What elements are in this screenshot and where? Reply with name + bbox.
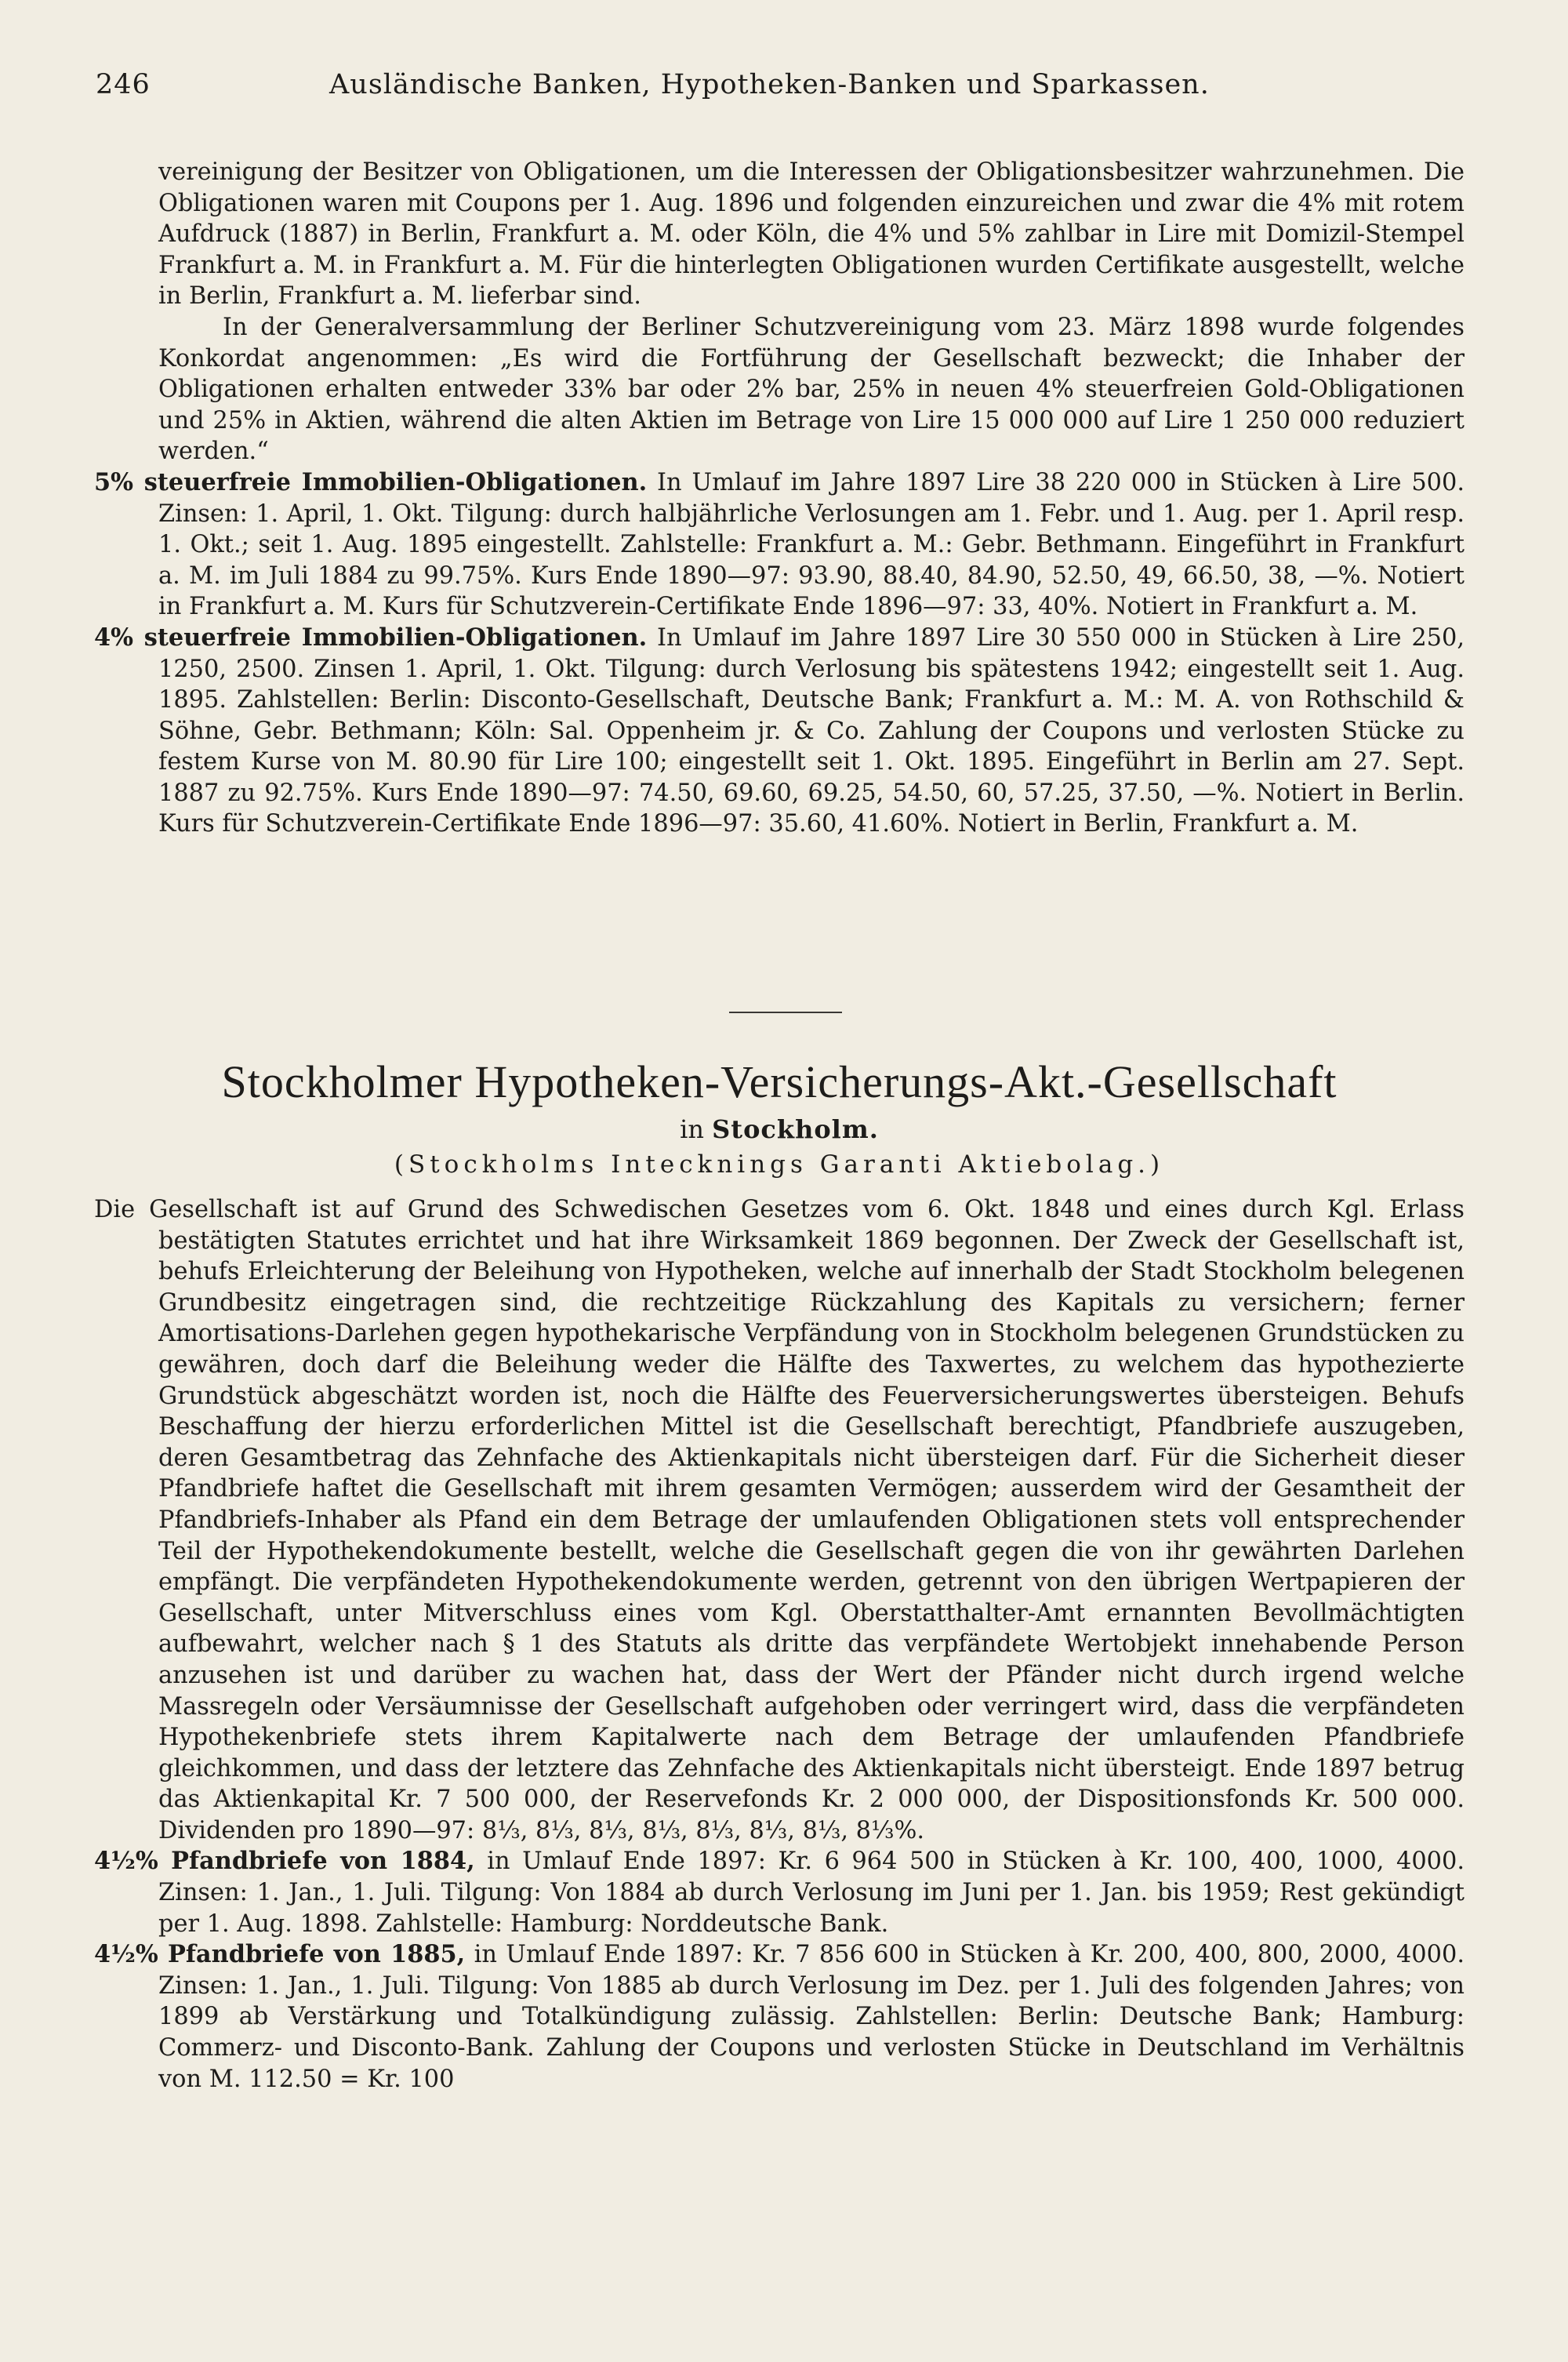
bond-entry: [94, 1939, 1465, 2095]
previous-company-continuation: [94, 157, 1465, 840]
bond-entry-text: In Umlauf im Jahre 1897 Lire 38 220 000 in Stücken à Lire 500. Zinsen: 1. April, 1. Okt. Tilgung: durch halbjährliche Verlosungen am 1. Febr. und 1. Aug. per 1. April resp. 1. Okt.; seit 1. Aug. 1895 eingestellt. Zahlstelle: Frankfurt a. M.: Gebr. Bethmann. Eingeführt in Frankfurt a. M. im Juli 1884 zu 99.75%. Kurs Ende 1890—97: 93.90, 88.40, 84.90, 52.50, 49, 66.50, 38, —%. Notiert in Frankfurt a. M. Kurs für Schutzverein-Certifikate Ende 1896—97: 33, 40%. Notiert in Frankfurt a. M.: [158, 468, 1465, 621]
bond-entry: [94, 1846, 1465, 1939]
bond-entry-text: In Umlauf im Jahre 1897 Lire 30 550 000 in Stücken à Lire 250, 1250, 2500. Zinsen 1. April, 1. Okt. Tilgung: durch Verlosung bis spätestens 1942; eingestellt seit 1. Aug. 1895. Zahlstellen: Berlin: Disconto-Gesellschaft, Deutsche Bank; Frankfurt a. M.: M. A. von Rothschild & Söhne, Gebr. Bethmann; Köln: Sal. Oppenheim jr. & Co. Zahlung der Coupons und verlosten Stücke zu festem Kurse von M. 80.90 für Lire 100; eingestellt seit 1. Okt. 1895. Eingeführt in Berlin am 27. Sept. 1887 zu 92.75%. Kurs Ende 1890—97: 74.50, 69.60, 69.25, 54.50, 60, 57.25, 37.50, —%. Notiert in Berlin. Kurs für Schutzverein-Certifikate Ende 1896—97: 35.60, 41.60%. Notiert in Berlin, Frankfurt a. M.: [158, 623, 1465, 838]
bond-entry: [94, 623, 1465, 840]
page-number: 246: [96, 69, 151, 100]
company-title: Stockholmer Hypotheken-Versicherungs-Akt.-Gesellschaft: [221, 1056, 1338, 1107]
section-divider: [729, 1012, 842, 1013]
company-section: [94, 1194, 1465, 2095]
bond-entry-text: in Umlauf Ende 1897: Kr. 6 964 500 in Stücken à Kr. 100, 400, 1000, 4000. Zinsen: 1. Jan., 1. Juli. Tilgung: Von 1884 ab durch Verlosung im Juni per 1. Jan. bis 1959; Rest gekündigt per 1. Aug. 1898. Zahlstelle: Hamburg: Norddeutsche Bank.: [158, 1848, 1465, 1938]
bond-entry-heading: 5% steuerfreie Immobilien-Obligationen.: [94, 467, 648, 496]
bond-entry-heading: 4% steuerfreie Immobilien-Obligationen.: [94, 623, 648, 652]
bond-entry: [94, 467, 1465, 623]
paragraph-konkordat: In der Generalversammlung der Berliner Schutzvereinigung vom 23. März 1898 wurde folgendes Konkordat angenommen: „Es wird die Fortführung der Gesellschaft bezweckt; die Inhaber der Obligationen erhalten entweder 33% bar oder 2% bar, 25% in neuen 4% steuerfreien Gold-Obligationen und 25% in Aktien, während die alten Aktien im Betrage von Lire 15 000 000 auf Lire 1 250 000 reduziert werden.“: [158, 313, 1465, 466]
bond-entry-heading: 4½% Pfandbriefe von 1884,: [94, 1847, 475, 1876]
company-description: Die Gesellschaft ist auf Grund des Schwedischen Gesetzes vom 6. Okt. 1848 und eines durch Kgl. Erlass bestätigten Statutes errichtet und hat ihre Wirksamkeit 1869 begonnen. Der Zweck der Gesellschaft ist, behufs Erleichterung der Beleihung von Hypotheken, welche auf innerhalb der Stadt Stockholm belegenen Grundbesitz eingetragen sind, die rechtzeitige Rückzahlung des Kapitals zu versichern; ferner Amortisations-Darlehen gegen hypothekarische Verpfändung von in Stockholm belegenen Grundstücken zu gewähren, doch darf die Beleihung weder die Hälfte des Taxwertes, zu welchem das hypothezierte Grundstück abgeschätzt worden ist, noch die Hälfte des Feuerversicherungswertes übersteigen. Behufs Beschaffung der hierzu erforderlichen Mittel ist die Gesellschaft berechtigt, Pfandbriefe auszugeben, deren Gesamtbetrag das Zehnfache des Aktienkapitals nicht übersteigen darf. Für die Sicherheit dieser Pfandbriefe haftet die Gesellschaft mit ihrem gesamten Vermögen; ausserdem wird der Gesamtheit der Pfandbriefs-Inhaber als Pfand ein dem Betrage der umlaufenden Obligationen stets voll entsprechender Teil der Hypothekendokumente bestellt, welche die Gesellschaft gegen die von ihr gewährten Darlehen empfängt. Die verpfändeten Hypothekendokumente werden, getrennt von den übrigen Wertpapieren der Gesellschaft, unter Mitverschluss eines vom Kgl. Oberstatthalter-Amt ernannten Bevollmächtigten aufbewahrt, welcher nach § 1 des Statuts als dritte das verpfändete Wertobjekt innehabende Person anzusehen ist und darüber zu wachen hat, dass der Wert der Pfänder nicht durch irgend welche Massregeln oder Versäumnisse der Gesellschaft aufgehoben oder verringert wird, dass die verpfändeten Hypothekenbriefe stets ihrem Kapitalwerte nach dem Betrage der umlaufenden Pfandbriefe gleichkommen, und dass der letztere das Zehnfache des Aktienkapitals nicht übersteigt. Ende 1897 betrug das Aktienkapital Kr. 7 500 000, der Reservefonds Kr. 2 000 000, der Dispositionsfonds Kr. 500 000. Dividenden pro 1890—97: 8⅓, 8⅓, 8⅓, 8⅓, 8⅓, 8⅓, 8⅓, 8⅓%.: [94, 1196, 1465, 1844]
bond-entry-text: in Umlauf Ende 1897: Kr. 7 856 600 in Stücken à Kr. 200, 400, 800, 2000, 4000. Zinsen: 1. Jan., 1. Juli. Tilgung: Von 1885 ab durch Verlosung im Dez. per 1. Juli des folgenden Jahres; von 1899 ab Verstärkung und Totalkündigung zulässig. Zahlstellen: Berlin: Deutsche Bank; Hamburg: Commerz- und Disconto-Bank. Zahlung der Coupons und verlosten Stücke in Deutschland im Verhältnis von M. 112.50 = Kr. 100: [158, 1941, 1465, 2093]
company-swedish-name: (Stockholms Intecknings Garanti Aktiebolag.): [394, 1150, 1165, 1179]
bond-entry-heading: 4½% Pfandbriefe von 1885,: [94, 1940, 466, 1969]
location-prefix: in: [680, 1114, 704, 1144]
location-city: Stockholm.: [712, 1114, 879, 1144]
paragraph-continuation: vereinigung der Besitzer von Obligationen, um die Interessen der Obligationsbesitzer wahrzunehmen. Die Obligationen waren mit Coupons per 1. Aug. 1896 und folgenden einzureichen und zwar die 4% mit rotem Aufdruck (1887) in Berlin, Frankfurt a. M. oder Köln, die 4% und 5% zahlbar in Lire mit Domizil-Stempel Frankfurt a. M. in Frankfurt a. M. Für die hinterlegten Obligationen wurden Certifikate ausgestellt, welche in Berlin, Frankfurt a. M. lieferbar sind.: [158, 158, 1465, 311]
running-title: Ausländische Banken, Hypotheken-Banken und Sparkassen.: [329, 69, 1210, 100]
company-location: [94, 1114, 1465, 1145]
